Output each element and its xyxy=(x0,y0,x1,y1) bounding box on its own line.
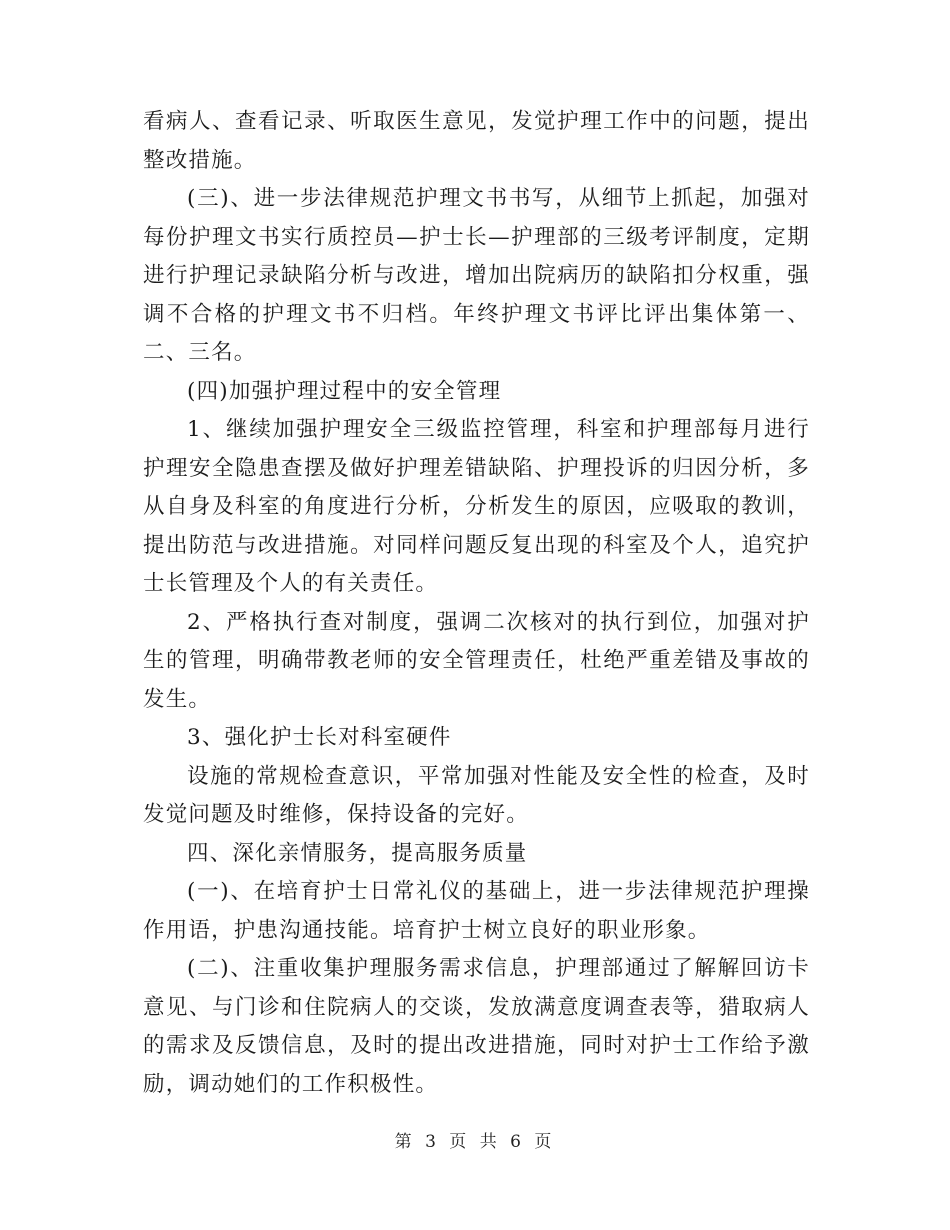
heading-section-4: (四)加强护理过程中的安全管理 xyxy=(187,378,502,404)
paragraph-section-3: (三)、进一步法律规范护理文书书写，从细节上抓起，加强对每份护理文书实行质控员—护士长—护理部的三级考评制度，定期进行护理记录缺陷分析与改进，增加出院病历的缺陷扣分权重，强调不合格的护理文书不归档。年终护理文书评比评出集体第一、二、三名。 xyxy=(143,186,810,365)
paragraph-continuation: 看病人、查看记录、听取医生意见，发觉护理工作中的问题，提出整改措施。 xyxy=(143,109,810,173)
page-number-footer: 第 3 页 共 6 页 xyxy=(394,1132,556,1152)
paragraph-item-3-continued: 设施的常规检查意识，平常加强对性能及安全性的检查，及时发觉问题及时维修，保持设备的完好。 xyxy=(143,763,810,827)
paragraph-item-2: 2、严格执行查对制度，强调二次核对的执行到位，加强对护生的管理，明确带教老师的安全管理责任，杜绝严重差错及事故的发生。 xyxy=(143,609,810,712)
paragraph-subsection-2: (二)、注重收集护理服务需求信息，护理部通过了解解回访卡意见、与门诊和住院病人的交谈，发放满意度调查表等，猎取病人的需求及反馈信息，及时的提出改进措施，同时对护士工作给予激励，调动她们的工作积极性。 xyxy=(143,956,810,1097)
paragraph-subsection-1: (一)、在培育护士日常礼仪的基础上，进一步法律规范护理操作用语，护患沟通技能。培育护士树立良好的职业形象。 xyxy=(143,879,810,943)
heading-part-4: 四、深化亲情服务，提高服务质量 xyxy=(187,840,528,866)
paragraph-item-1: 1、继续加强护理安全三级监控管理，科室和护理部每月进行护理安全隐患查摆及做好护理差错缺陷、护理投诉的归因分析，多从自身及科室的角度进行分析，分析发生的原因，应吸取的教训，提出防范与改进措施。对同样问题反复出现的科室及个人，追究护士长管理及个人的有关责任。 xyxy=(143,417,810,596)
document-body xyxy=(143,103,810,1104)
paragraph-item-3: 3、强化护士长对科室硬件 xyxy=(187,725,452,750)
